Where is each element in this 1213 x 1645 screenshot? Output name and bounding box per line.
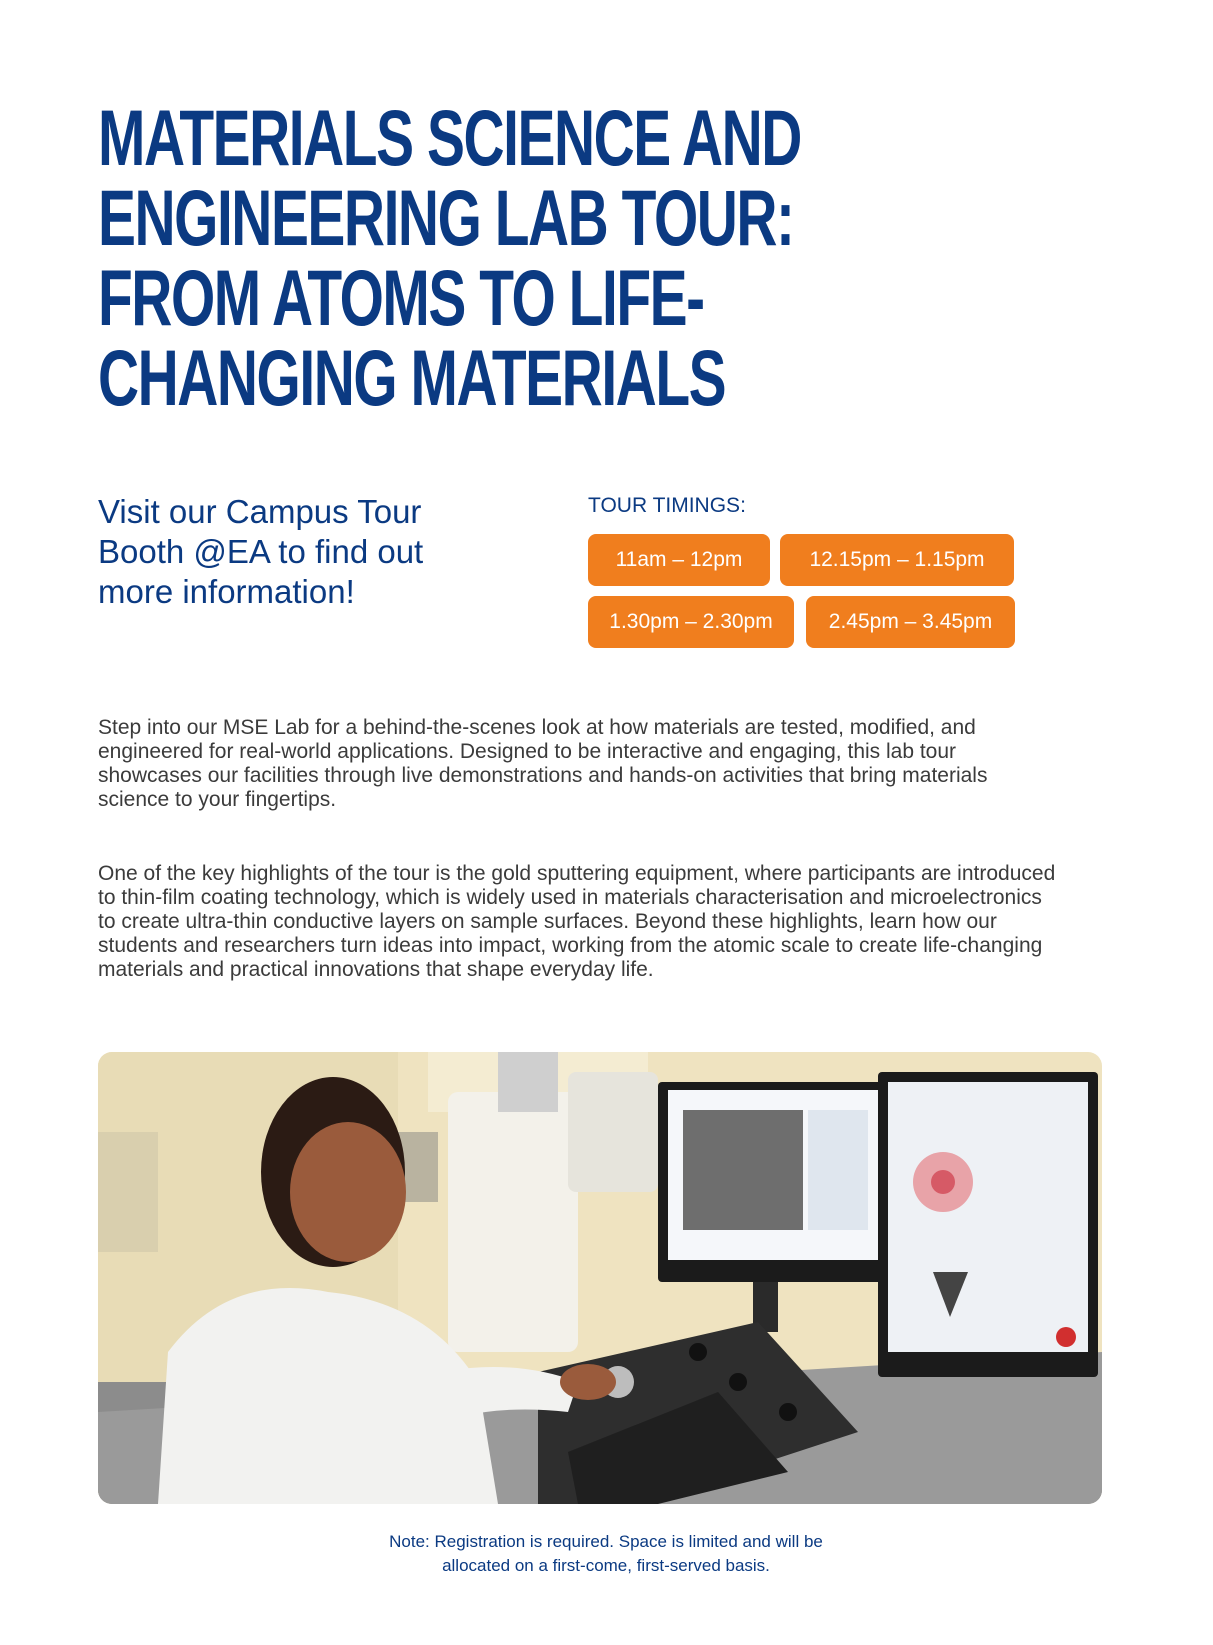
tour-timings-label: TOUR TIMINGS:	[588, 494, 746, 517]
timing-slot: 2.45pm – 3.45pm	[806, 596, 1015, 648]
timing-slot: 12.15pm – 1.15pm	[780, 534, 1014, 586]
microscope-equipment	[448, 1092, 578, 1352]
lab-photo	[98, 1052, 1102, 1504]
note-line: Note: Registration is required. Space is limited and will be	[389, 1532, 823, 1551]
visit-booth-text: Visit our Campus Tour Booth @EA to find out more information!	[98, 493, 424, 610]
timing-slot: 11am – 12pm	[588, 534, 770, 586]
title-line: CHANGING MATERIALS	[98, 333, 726, 422]
page-title	[98, 93, 801, 422]
title-line: MATERIALS SCIENCE AND	[98, 93, 801, 182]
intro-paragraph: Step into our MSE Lab for a behind-the-scenes look at how materials are tested, modified, and engineered for real-world applications. Designed to be interactive and engaging, this lab tour showcases our facilities through live demonstrations and hands-on activities that bring materials science to your fingertips.	[98, 716, 988, 811]
registration-note	[206, 1530, 1006, 1578]
note-line: allocated on a first-come, first-served basis.	[442, 1556, 770, 1575]
timing-slot: 1.30pm – 2.30pm	[588, 596, 794, 648]
title-line: ENGINEERING LAB TOUR:	[98, 173, 794, 262]
person-face	[290, 1122, 406, 1262]
highlights-paragraph: One of the key highlights of the tour is the gold sputtering equipment, where participants are introduced to thin-film coating technology, which is widely used in materials characterisation and microelectronics to create ultra-thin conductive layers on sample surfaces. Beyond these highlights, learn how our students and researchers turn ideas into impact, working from the atomic scale to create life-changing materials and practical innovations that shape everyday life.	[98, 862, 1056, 981]
title-line: FROM ATOMS TO LIFE-	[98, 253, 704, 342]
